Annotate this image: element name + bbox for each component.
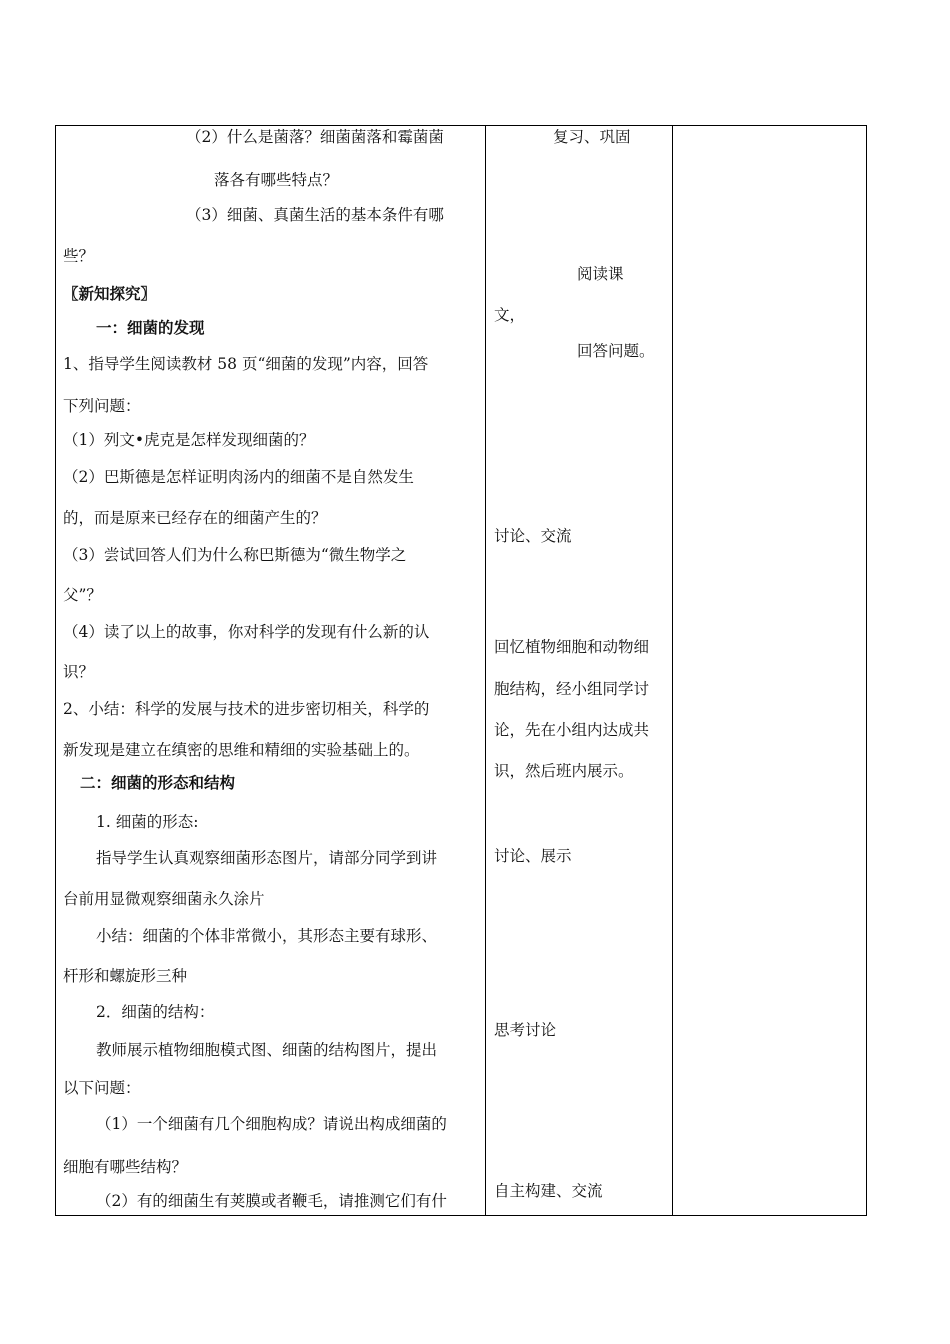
left-line: 2．细菌的结构： xyxy=(96,1003,215,1021)
middle-line: 复习、巩固 xyxy=(553,128,631,146)
middle-line: 回忆植物细胞和动物细 xyxy=(494,638,650,656)
left-line: 指导学生认真观察细菌形态图片，请部分同学到讲 xyxy=(96,849,438,867)
left-line: （3）尝试回答人们为什么称巴斯德为“微生物学之 xyxy=(63,546,407,564)
middle-line: 论，先在小组内达成共 xyxy=(494,721,650,739)
left-line: （2）巴斯德是怎样证明肉汤内的细菌不是自然发生 xyxy=(63,468,414,486)
left-line: 杆形和螺旋形三种 xyxy=(63,967,188,985)
left-line: 教师展示植物细胞模式图、细菌的结构图片，提出 xyxy=(96,1041,438,1059)
middle-line: 识，然后班内展示。 xyxy=(494,762,634,780)
left-line: （4）读了以上的故事，你对科学的发现有什么新的认 xyxy=(63,623,430,641)
left-line: （2）有的细菌生有荚膜或者鞭毛，请推测它们有什 xyxy=(96,1192,447,1210)
middle-line: 自主构建、交流 xyxy=(494,1182,603,1200)
subsection-heading: 二：细菌的形态和结构 xyxy=(80,773,236,792)
middle-line: 回答问题。 xyxy=(577,342,655,360)
left-line: 落各有哪些特点？ xyxy=(214,171,339,189)
left-line: 下列问题： xyxy=(63,397,141,415)
middle-line: 胞结构，经小组同学讨 xyxy=(494,680,650,698)
left-line: 细胞有哪些结构？ xyxy=(63,1158,188,1176)
left-line: 小结：细菌的个体非常微小，其形态主要有球形、 xyxy=(96,927,438,945)
left-line: （2）什么是菌落？细菌菌落和霉菌菌 xyxy=(186,128,444,146)
middle-line: 思考讨论 xyxy=(494,1021,557,1039)
left-line: （1）一个细菌有几个细胞构成？请说出构成细菌的 xyxy=(96,1115,447,1133)
left-line: 新发现是建立在缜密的思维和精细的实验基础上的。 xyxy=(63,741,420,759)
left-line: 2、小结：科学的发展与技术的进步密切相关，科学的 xyxy=(63,700,430,718)
left-line: （1）列文•虎克是怎样发现细菌的？ xyxy=(63,431,315,449)
left-line: 父”？ xyxy=(63,586,102,604)
column-divider-2 xyxy=(672,126,673,1215)
middle-line: 讨论、交流 xyxy=(494,527,572,545)
middle-line: 讨论、展示 xyxy=(494,847,572,865)
column-divider-1 xyxy=(485,126,486,1215)
left-line: 1、指导学生阅读教材 58 页“细菌的发现”内容，回答 xyxy=(63,355,429,373)
middle-line: 文， xyxy=(494,306,526,324)
left-line: （3）细菌、真菌生活的基本条件有哪 xyxy=(186,206,444,224)
left-line: 以下问题： xyxy=(63,1079,141,1097)
left-line: 些？ xyxy=(63,247,95,265)
left-line: 台前用显微观察细菌永久涂片 xyxy=(63,890,265,908)
left-line: 1. 细菌的形态: xyxy=(96,813,199,831)
left-line: 识？ xyxy=(63,663,95,681)
middle-line: 阅读课 xyxy=(577,265,624,283)
section-heading: 〖新知探究〗 xyxy=(63,284,157,303)
left-line: 的，而是原来已经存在的细菌产生的？ xyxy=(63,509,327,527)
subsection-heading: 一：细菌的发现 xyxy=(96,318,205,337)
